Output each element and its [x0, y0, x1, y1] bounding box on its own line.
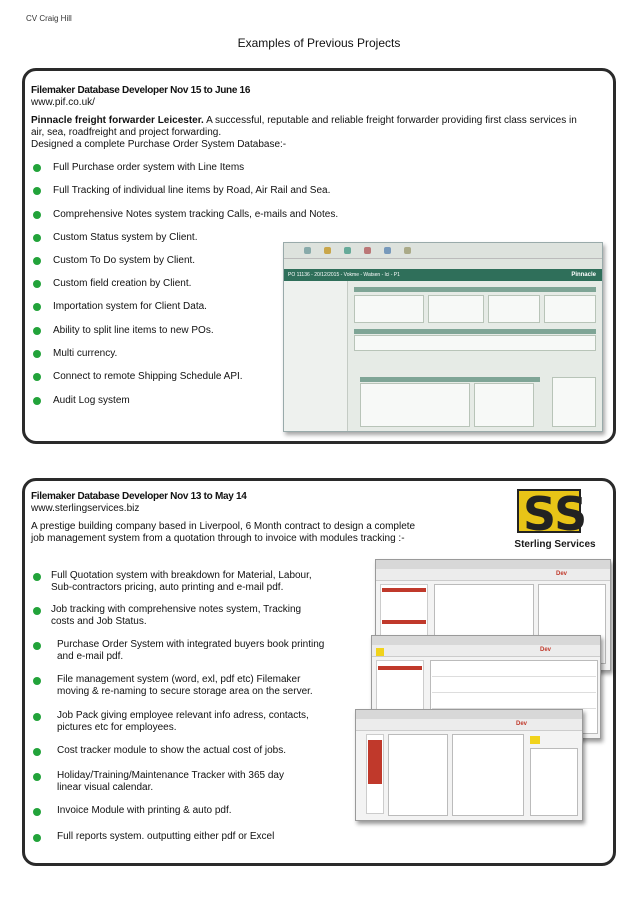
bullet-dot-icon [33, 607, 41, 615]
list-item: Job tracking with comprehensive notes system, Tracking costs and Job Status. [51, 604, 302, 627]
list-item: Purchase Order System with integrated buyers book printing and e-mail pdf. [57, 639, 325, 662]
app-sidebar [284, 281, 348, 432]
logo-mark [517, 487, 588, 541]
toolbar-icon [324, 247, 331, 254]
bullet-dot-icon [33, 748, 41, 756]
bullet-dot-icon [33, 834, 41, 842]
bullet-dot-icon [33, 397, 41, 405]
form-panel [428, 295, 484, 323]
list-item: Custom Status system by Client. [53, 232, 198, 243]
project-title: Filemaker Database Developer Nov 15 to June 16 [31, 85, 251, 96]
toolbar-icon [344, 247, 351, 254]
project-intro [31, 115, 591, 139]
bullet-dot-icon [33, 713, 41, 721]
notes-header [360, 377, 540, 382]
list-item: Importation system for Client Data. [53, 301, 207, 312]
screenshot-costs [355, 709, 583, 821]
bullet-dot-icon [33, 280, 41, 288]
logo-letters: SS [523, 487, 588, 541]
list-item: Full Purchase order system with Line Items [53, 162, 245, 173]
bullet-dot-icon [33, 257, 41, 265]
cv-name: CV Craig Hill [26, 14, 72, 23]
page-title: Examples of Previous Projects [237, 36, 401, 50]
pinnacle-brand: Pinnacle [571, 272, 596, 278]
list-item: Holiday/Training/Maintenance Tracker with 365 day linear visual calendar. [57, 770, 284, 793]
tab-strip [354, 287, 596, 292]
form-panel [354, 295, 424, 323]
bullet-dot-icon [33, 164, 41, 172]
company-name: Pinnacle freight forwarder Leicester. [31, 115, 204, 126]
line-items-header [354, 329, 596, 334]
bullet-dot-icon [33, 350, 41, 358]
project-intro: A prestige building company based in Liverpool, 6 Month contract to design a complete job management system from a quotation through to invoice with modules tracking :- [31, 521, 416, 544]
notes-panel [474, 383, 534, 427]
dev-label: Dev [540, 647, 552, 653]
list-item: Cost tracker module to show the actual cost of jobs. [57, 745, 286, 756]
intro-text: A successful, reputable and reliable freight forwarder providing first class services in air, sea, roadfreight and project forwarding. [31, 115, 577, 138]
list-item: Custom To Do system by Client. [53, 255, 196, 266]
toolbar-icon [404, 247, 411, 254]
project-card-pinnacle [22, 68, 616, 444]
bullet-dot-icon [33, 187, 41, 195]
list-item: Connect to remote Shipping Schedule API. [53, 371, 243, 382]
toolbar-icon [384, 247, 391, 254]
list-item: Multi currency. [53, 348, 118, 359]
bullet-dot-icon [33, 234, 41, 242]
dev-label: Dev [516, 721, 528, 727]
form-panel [488, 295, 540, 323]
bullet-dot-icon [33, 773, 41, 781]
list-item: Audit Log system [53, 395, 130, 406]
sterling-logo [503, 487, 607, 557]
list-item: Invoice Module with printing & auto pdf. [57, 805, 232, 816]
bullet-dot-icon [33, 327, 41, 335]
list-item: File management system (word, exl, pdf etc) Filemaker moving & re-naming to secure storage area on the server. [57, 674, 313, 697]
logo-text: Sterling Services [514, 539, 596, 550]
list-item: Full Quotation system with breakdown for Material, Labour, Sub-contractors pricing, auto printing and e-mail pdf. [51, 570, 312, 593]
intro-line: Designed a complete Purchase Order System Database:- [31, 139, 287, 150]
toolbar-icon [364, 247, 371, 254]
bullet-dot-icon [33, 373, 41, 381]
pinnacle-screenshot [283, 242, 603, 432]
project-card-sterling [22, 478, 616, 866]
list-item: Full reports system. outputting either pdf or Excel [57, 831, 275, 842]
list-item: Comprehensive Notes system tracking Calls, e-mails and Notes. [53, 209, 339, 220]
list-item: Full Tracking of individual line items by Road, Air Rail and Sea. [53, 185, 331, 196]
form-panel [544, 295, 596, 323]
summary-panel [552, 377, 596, 427]
list-item: Custom field creation by Client. [53, 278, 192, 289]
list-item: Job Pack giving employee relevant info adress, contacts, pictures etc for employees. [57, 710, 309, 733]
app-subbar [284, 259, 602, 269]
bullet-dot-icon [33, 808, 41, 816]
project-url: www.pif.co.uk/ [31, 97, 95, 108]
line-items-panel [354, 335, 596, 351]
bullet-dot-icon [33, 677, 41, 685]
project-title: Filemaker Database Developer Nov 13 to May 14 [31, 491, 247, 502]
record-header [284, 269, 602, 281]
app-toolbar [284, 243, 602, 259]
bullet-dot-icon [33, 303, 41, 311]
notes-panel [360, 383, 470, 427]
toolbar-icon [304, 247, 311, 254]
project-url: www.sterlingservices.biz [31, 503, 140, 514]
list-item: Ability to split line items to new POs. [53, 325, 214, 336]
bullet-dot-icon [33, 573, 41, 581]
bullet-dot-icon [33, 642, 41, 650]
record-header-text: PO 11136 - 20/12/2015 - Vokme - Watsen - lci - P1 [288, 272, 400, 278]
bullet-dot-icon [33, 211, 41, 219]
dev-label: Dev [556, 571, 568, 577]
